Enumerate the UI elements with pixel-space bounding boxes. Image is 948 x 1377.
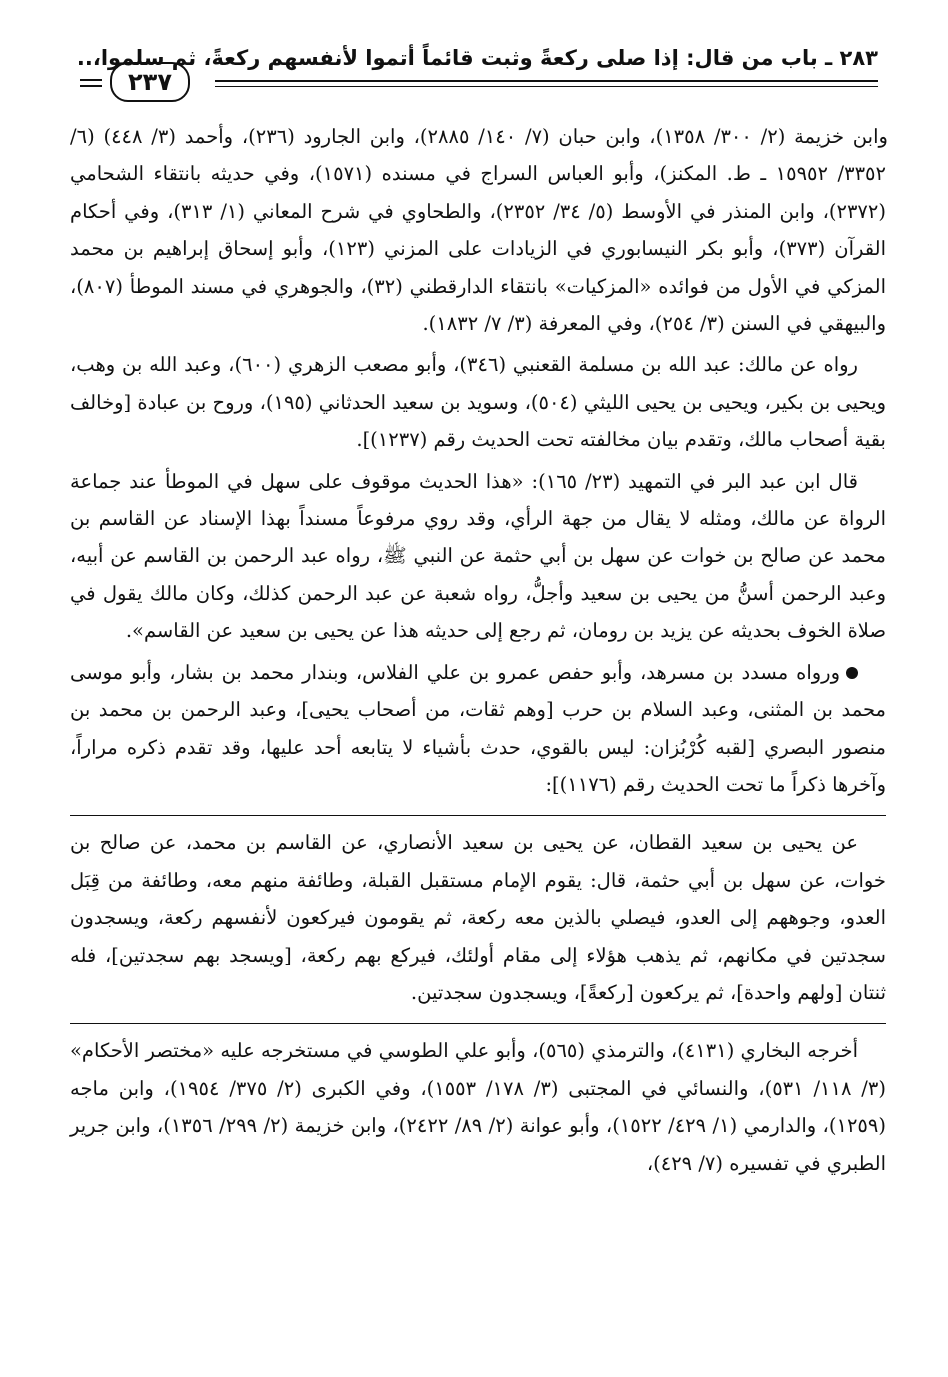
paragraph-hadith-text: عن يحيى بن سعيد القطان، عن يحيى بن سعيد الأنصاري، عن القاسم بن محمد، عن صالح بن خوات، عن سهل بن أبي حثمة، قال: يقوم الإمام مستقبل القبلة، وطائفة منهم معه، وطائفة من قِبَل العدو، وجوههم إلى العدو، فيصلي بالذين معه ركعة، ثم يقومون فيركعون لأنفسهم ركعة، ويسجدون سجدتين في مكانهم، ثم يذهب هؤلاء إلى مقام أولئك، فيركع بهم ركعة، [ويسجد بهم سجدتين]، فله ثنتان [ولهم واحدة]، ثم يركعون [ركعةً]، ويسجدون سجدتين.	[70, 831, 886, 1004]
paragraph-takhrij: أخرجه البخاري (٤١٣١)، والترمذي (٥٦٥)، وأبو علي الطوسي في مستخرجه عليه «مختصر الأحكام» (٣/ ١١٨/ ٥٣١)، والنسائي في المجتبى (٣/ ١٧٨/ ١٥٥٣)، وفي الكبرى (٢/ ٣٧٥/ ١٩٥٤)، وابن ماجه (١٢٥٩)، والدارمي (١/ ٤٢٩/ ١٥٢٢)، وأبو عوانة (٢/ ٨٩/ ٢٤٢٢)، وابن خزيمة (٢/ ٢٩٩/ ١٣٥٦)، وابن جرير الطبري في تفسيره (٧/ ٤٢٩)،	[70, 1039, 886, 1175]
paragraph-sources-continued: وابن خزيمة (٢/ ٣٠٠/ ١٣٥٨)، وابن حبان (٧/ ١٤٠/ ٢٨٨٥)، وابن الجارود (٢٣٦)، وأحمد (٣/ ٤٤٨) (٦/ ٣٣٥٢/ ١٥٩٥٢ ـ ط. المكنز)، وأبو العباس السراج في مسنده (١٥٧١)، وفي حديثه بانتقاء الشحامي (٢٣٧٢)، وابن المنذر في الأوسط (٥/ ٣٤/ ٢٣٥٢)، والطحاوي في شرح المعاني (١/ ٣١٣)، وفي أحكام القرآن (٣٧٣)، وأبو بكر النيسابوري في الزيادات على المزني (١٢٣)، وأبو إسحاق إبراهيم بن محمد المزكي في الأول من فوائده «المزكيات» بانتقاء الدارقطني (٣٢)، والجوهري في مسند الموطأ (٨٠٧)، والبيهقي في السنن (٣/ ٢٥٤)، وفي المعرفة (٣/ ٧/ ١٨٣٢).	[70, 125, 888, 336]
page-number: ٢٣٧	[110, 62, 190, 102]
paragraph-musaddad-chain	[70, 654, 886, 804]
frame-dash	[80, 79, 102, 81]
page-body	[70, 118, 886, 1186]
page-number-frame	[80, 62, 212, 102]
header-rule	[215, 80, 878, 82]
paragraph-malik-narrators: رواه عن مالك: عبد الله بن مسلمة القعنبي (٣٤٦)، وأبو مصعب الزهري (٦٠٠)، وعبد الله بن وهب، ويحيى بن بكير، ويحيى بن يحيى الليثي (٥٠٤)، وسويد بن سعيد الحدثاني (١٩٥)، وروح بن عبادة [وخالف بقية أصحاب مالك، وتقدم بيان مخالفته تحت الحديث رقم (١٢٣٧)].	[70, 353, 886, 452]
paragraph-musaddad-text: ورواه مسدد بن مسرهد، وأبو حفص عمرو بن علي الفلاس، وبندار محمد بن بشار، وأبو موسى محمد بن المثنى، وعبد السلام بن حرب [وهم ثقات، من أصحاب يحيى]، وعبد الرحمن بن محمد بن منصور البصري [لقبه كُرْبُزان: ليس بالقوي، حدث بأشياء لا يتابعه أحد عليها، وقد تقدم ذكره مراراً، وآخرها ذكراً ما تحت الحديث رقم (١١٧٦)]:	[70, 660, 886, 796]
header-rule-thin	[215, 86, 878, 87]
frame-dash	[80, 85, 102, 87]
running-title: ٢٨٣ ـ باب من قال: إذا صلى ركعةً وثبت قائماً أتموا لأنفسهم ركعةً، ثم سلموا،..	[76, 46, 878, 70]
bullet-icon	[846, 667, 858, 679]
page-header	[76, 40, 878, 96]
section-divider	[70, 1023, 886, 1024]
paragraph-ibn-abd-al-barr: قال ابن عبد البر في التمهيد (٢٣/ ١٦٥): «هذا الحديث موقوف على سهل في الموطأ عند جماعة الرواة عن مالك، ومثله لا يقال من جهة الرأي، وقد روي مرفوعاً مسنداً بهذا الإسناد عن القاسم بن محمد عن صالح بن خوات عن سهل بن أبي حثمة عن النبي ﷺ، رواه عبد الرحمن بن القاسم عن أبيه، وعبد الرحمن أسنُّ من يحيى بن سعيد وأجلُّ، رواه شعبة عن عبد الرحمن كذلك، وكان مالك يقول في صلاة الخوف بحديثه عن يزيد بن رومان، ثم رجع إلى حديثه هذا عن يحيى بن سعيد عن القاسم».	[70, 469, 886, 643]
section-divider	[70, 815, 886, 816]
